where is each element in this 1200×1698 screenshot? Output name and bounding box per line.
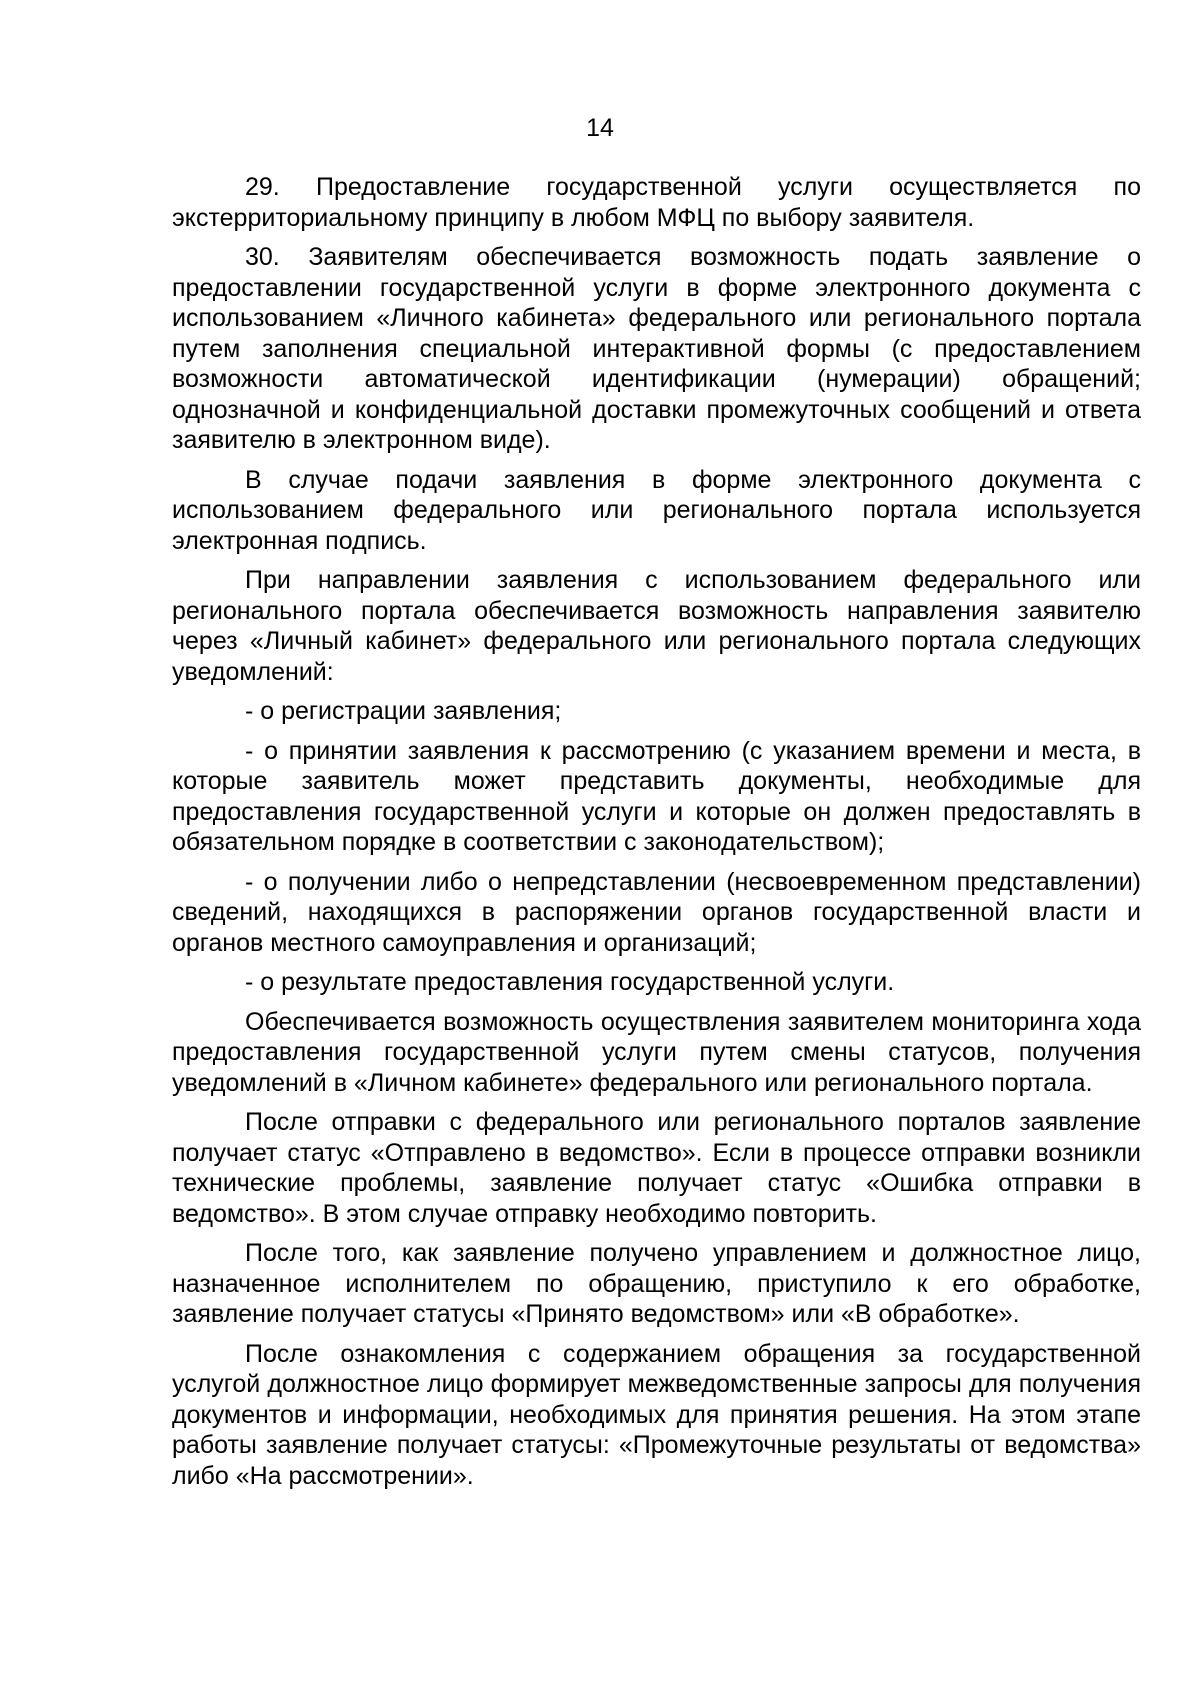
list-item-information-receipt: - о получении либо о непредставлении (несвоевременном представлении) сведений, находящихся в распоряжении органов государственной власти и органов местного самоуправления и организаций;	[172, 867, 1141, 957]
paragraph-processing-status: После того, как заявление получено управлением и должностное лицо, назначенное исполнителем по обращению, приступило к его обработке, заявление получает статусы «Принято ведомством» или «В обработке».	[172, 1239, 1141, 1328]
list-item-acceptance: - о принятии заявления к рассмотрению (с указанием времени и места, в которые заявитель может представить документы, необходимые для предоставления государственной услуги и которые он должен предоставлять в обязательном порядке в соответствии с законодательством);	[172, 736, 1141, 856]
paragraph-notifications-intro: При направлении заявления с использованием федерального или регионального портала обеспечивается возможность направления заявителю через «Личный кабинет» федерального или регионального портала следующих уведомлений:	[172, 566, 1141, 686]
paragraph-electronic-signature: В случае подачи заявления в форме электронного документа с использованием федерального или регионального портала используется электронная подпись.	[172, 465, 1141, 555]
document-body	[172, 172, 1141, 1500]
list-item-result: - о результате предоставления государственной услуги.	[245, 968, 895, 996]
paragraph-30: 30. Заявителям обеспечивается возможность подать заявление о предоставлении государственной услуги в форме электронного документа с использованием «Личного кабинета» федерального или регионального портала путем заполнения специальной интерактивной формы (с предоставлением возможности автоматической идентификации (нумерации) обращений; однозначной и конфиденциальной доставки промежуточных сообщений и ответа заявителю в электронном виде).	[172, 243, 1141, 454]
paragraph-monitoring: Обеспечивается возможность осуществления заявителем мониторинга хода предоставления государственной услуги путем смены статусов, получения уведомлений в «Личном кабинете» федерального или регионального портала.	[172, 1007, 1141, 1097]
paragraph-29: 29. Предоставление государственной услуги осуществляется по экстерриториальному принципу в любом МФЦ по выбору заявителя.	[172, 173, 1141, 232]
page-number: 14	[586, 114, 614, 142]
paragraph-sent-status: После отправки с федерального или регионального порталов заявление получает статус «Отправлено в ведомство». Если в процессе отправки возникли технические проблемы, заявление получает статус «Ошибка отправки в ведомство». В этом случае отправку необходимо повторить.	[172, 1108, 1141, 1228]
paragraph-interagency-requests: После ознакомления с содержанием обращения за государственной услугой должностное лицо формирует межведомственные запросы для получения документов и информации, необходимых для принятия решения. На этом этапе работы заявление получает статусы: «Промежуточные результаты от ведомства» либо «На рассмотрении».	[172, 1339, 1141, 1490]
list-item-registration: - о регистрации заявления;	[245, 697, 562, 725]
